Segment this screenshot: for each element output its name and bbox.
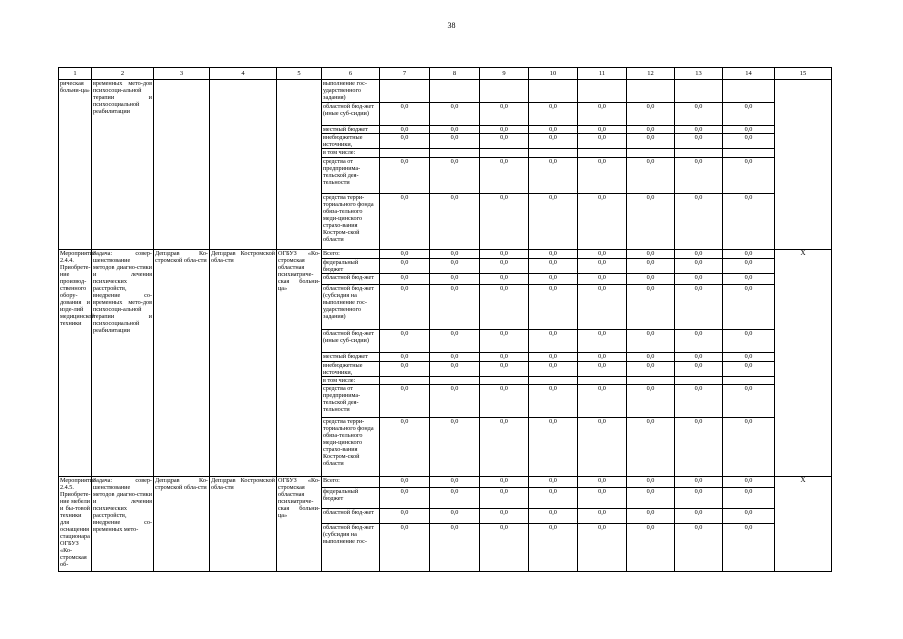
value-cell: 0,0 [578,488,627,509]
funding-source-label: местный бюджет [322,353,380,361]
value-cell: 0,0 [675,524,723,572]
value-cell: 0,0 [529,258,578,273]
column-header: 14 [723,68,775,80]
value-cell [675,149,723,157]
funding-source-label: областной бюд-жет (субсидия на выполнение гос-ударственного задания) [322,285,380,329]
value-cell: 0,0 [529,477,578,488]
value-cell: 0,0 [480,193,529,250]
value-cell [578,149,627,157]
value-cell: 0,0 [430,258,480,273]
value-cell: 0,0 [578,258,627,273]
value-cell: 0,0 [578,329,627,353]
value-cell: 0,0 [627,524,675,572]
value-cell [529,80,578,103]
value-cell: 0,0 [723,477,775,488]
cell-col-1: Мероприятие 2.4.4. Приобрете-ние производ-ственного обору-дования и изде-лий медицинской техники [59,250,92,477]
value-cell [578,377,627,385]
column-header: 5 [277,68,322,80]
cell-col-5: ОГБУЗ «Ко-стромская областная психиатриче-ская больни-ца» [277,250,322,477]
value-cell: 0,0 [529,329,578,353]
value-cell [380,80,430,103]
value-cell: 0,0 [430,250,480,258]
value-cell: 0,0 [675,509,723,524]
cell-col-2: временных мето-дов психосоци-альной терапии и психосоциальной реабилитации [92,80,154,250]
column-header: 1 [59,68,92,80]
value-cell: 0,0 [380,258,430,273]
value-cell [627,149,675,157]
value-cell: 0,0 [430,524,480,572]
cell-col-4 [210,80,277,250]
value-cell: 0,0 [627,361,675,376]
value-cell: 0,0 [627,157,675,193]
funding-source-label: областной бюд-жет (иные суб-сидии) [322,329,380,353]
funding-source-label: средства от предпринима-тельской дея-тельности [322,157,380,193]
funding-source-label: федеральный бюджет [322,488,380,509]
column-header: 11 [578,68,627,80]
value-cell: 0,0 [430,274,480,285]
funding-source-label: внебюджетные источники, [322,133,380,148]
value-cell: 0,0 [675,361,723,376]
value-cell: 0,0 [675,250,723,258]
column-header: 13 [675,68,723,80]
value-cell: 0,0 [529,250,578,258]
value-cell [627,80,675,103]
value-cell: 0,0 [380,157,430,193]
cell-col-2: Задача: совер-шенствование методов диагно-стики и лечения психических расстройств, внедрение со-временных мето-дов психосоци-альной терапии и психосоциальной реабилитации [92,250,154,477]
value-cell [430,377,480,385]
funding-source-label: областной бюд-жет [322,509,380,524]
value-cell: 0,0 [430,418,480,477]
value-cell: 0,0 [675,103,723,126]
column-header: 4 [210,68,277,80]
value-cell: 0,0 [723,274,775,285]
value-cell [480,377,529,385]
cell-col-1: рическая больни-ца» [59,80,92,250]
funding-source-label: средства терри-ториального фонда обяза-тельного меди-цинского страхо-вания Костром-ской области [322,418,380,477]
value-cell [380,149,430,157]
value-cell: 0,0 [529,385,578,418]
value-cell: 0,0 [480,157,529,193]
value-cell: 0,0 [578,103,627,126]
value-cell: 0,0 [380,509,430,524]
funding-source-label: областной бюд-жет (иные суб-сидии) [322,103,380,126]
value-cell: 0,0 [380,329,430,353]
value-cell: 0,0 [430,385,480,418]
value-cell: 0,0 [529,524,578,572]
value-cell [578,80,627,103]
funding-source-label: местный бюджет [322,125,380,133]
value-cell: 0,0 [578,477,627,488]
value-cell: 0,0 [430,193,480,250]
value-cell: 0,0 [578,157,627,193]
value-cell: 0,0 [430,125,480,133]
column-header: 8 [430,68,480,80]
value-cell: 0,0 [480,133,529,148]
value-cell: 0,0 [627,103,675,126]
funding-source-label: в том числе: [322,377,380,385]
value-cell: 0,0 [380,250,430,258]
column-header: 7 [380,68,430,80]
value-cell: 0,0 [723,361,775,376]
funding-source-label: внебюджетные источники, [322,361,380,376]
value-cell: 0,0 [723,193,775,250]
cell-col-5 [277,80,322,250]
value-cell: 0,0 [723,488,775,509]
value-cell: 0,0 [675,157,723,193]
value-cell: 0,0 [380,477,430,488]
value-cell: 0,0 [627,488,675,509]
value-cell: 0,0 [529,353,578,361]
value-cell: 0,0 [529,103,578,126]
value-cell: 0,0 [627,353,675,361]
value-cell: 0,0 [723,385,775,418]
value-cell [723,377,775,385]
value-cell: 0,0 [480,258,529,273]
value-cell: 0,0 [578,193,627,250]
value-cell: 0,0 [430,329,480,353]
column-header: 10 [529,68,578,80]
cell-col-4: Депздрав Костромской обла-сти [210,250,277,477]
value-cell: 0,0 [723,285,775,329]
column-header: 9 [480,68,529,80]
value-cell: 0,0 [675,193,723,250]
value-cell: 0,0 [380,193,430,250]
value-cell: 0,0 [380,353,430,361]
cell-col-15 [775,80,832,250]
value-cell: 0,0 [430,488,480,509]
value-cell [480,149,529,157]
funding-source-label: средства от предпринима-тельской дея-тельности [322,385,380,418]
value-cell: 0,0 [627,477,675,488]
value-cell: 0,0 [380,524,430,572]
value-cell [529,149,578,157]
value-cell: 0,0 [723,103,775,126]
column-header: 3 [154,68,210,80]
value-cell: 0,0 [675,329,723,353]
value-cell: 0,0 [480,418,529,477]
value-cell: 0,0 [627,285,675,329]
value-cell [380,377,430,385]
value-cell: 0,0 [480,509,529,524]
value-cell: 0,0 [430,285,480,329]
value-cell [675,377,723,385]
value-cell: 0,0 [723,418,775,477]
value-cell: 0,0 [675,353,723,361]
value-cell: 0,0 [430,509,480,524]
cell-col-1: Мероприятие 2.4.5. Приобрете-ние мебели и бы-товой техники для оснащения стационара ОГБУЗ «Ко-стромская об- [59,477,92,572]
value-cell: 0,0 [675,285,723,329]
value-cell: 0,0 [529,193,578,250]
value-cell: 0,0 [627,274,675,285]
value-cell: 0,0 [578,418,627,477]
value-cell: 0,0 [380,418,430,477]
value-cell [723,80,775,103]
value-cell: 0,0 [480,353,529,361]
table-row [59,477,832,488]
value-cell: 0,0 [578,353,627,361]
value-cell: 0,0 [723,250,775,258]
budget-table [58,67,832,572]
table-row [59,250,832,258]
value-cell: 0,0 [627,418,675,477]
value-cell: 0,0 [627,258,675,273]
value-cell: 0,0 [578,274,627,285]
value-cell: 0,0 [627,509,675,524]
cell-col-15: Х [775,477,832,572]
value-cell: 0,0 [480,488,529,509]
funding-source-label: выполнение гос-ударственного задания) [322,80,380,103]
cell-col-3: Депздрав Ко-стромской обла-сти [154,477,210,572]
value-cell: 0,0 [380,133,430,148]
value-cell: 0,0 [578,250,627,258]
column-header: 15 [775,68,832,80]
value-cell: 0,0 [380,385,430,418]
funding-source-label: Всего: [322,250,380,258]
header-row [59,68,832,80]
funding-source-label: средства терри-ториального фонда обяза-тельного меди-цинского страхо-вания Костром-ской области [322,193,380,250]
value-cell: 0,0 [675,258,723,273]
cell-col-2: Задача: совер-шенствование методов диагно-стики и лечения психических расстройств, внедрение со-временных мето- [92,477,154,572]
value-cell: 0,0 [480,285,529,329]
value-cell: 0,0 [480,385,529,418]
value-cell: 0,0 [529,274,578,285]
value-cell: 0,0 [380,285,430,329]
value-cell [480,80,529,103]
column-header: 6 [322,68,380,80]
value-cell: 0,0 [430,353,480,361]
value-cell: 0,0 [578,361,627,376]
value-cell [430,80,480,103]
cell-col-4: Депздрав Костромской обла-сти [210,477,277,572]
cell-col-15: Х [775,250,832,477]
value-cell: 0,0 [578,524,627,572]
value-cell: 0,0 [430,103,480,126]
value-cell: 0,0 [430,157,480,193]
value-cell: 0,0 [480,329,529,353]
value-cell: 0,0 [480,250,529,258]
value-cell: 0,0 [723,157,775,193]
funding-source-label: в том числе: [322,149,380,157]
value-cell: 0,0 [529,285,578,329]
value-cell: 0,0 [675,418,723,477]
value-cell: 0,0 [723,524,775,572]
value-cell: 0,0 [675,385,723,418]
value-cell: 0,0 [529,361,578,376]
value-cell [430,149,480,157]
value-cell: 0,0 [723,509,775,524]
value-cell: 0,0 [380,488,430,509]
value-cell: 0,0 [675,488,723,509]
value-cell: 0,0 [529,509,578,524]
value-cell: 0,0 [529,488,578,509]
value-cell: 0,0 [723,258,775,273]
value-cell: 0,0 [675,125,723,133]
cell-col-3: Депздрав Ко-стромской обла-сти [154,250,210,477]
value-cell: 0,0 [723,133,775,148]
value-cell: 0,0 [578,509,627,524]
value-cell [723,149,775,157]
value-cell: 0,0 [723,125,775,133]
value-cell: 0,0 [380,274,430,285]
cell-col-5: ОГБУЗ «Ко-стромская областная психиатриче-ская больни-ца» [277,477,322,572]
value-cell: 0,0 [480,274,529,285]
column-header: 12 [627,68,675,80]
value-cell: 0,0 [529,157,578,193]
value-cell: 0,0 [578,385,627,418]
value-cell: 0,0 [430,361,480,376]
value-cell: 0,0 [675,477,723,488]
value-cell: 0,0 [480,477,529,488]
value-cell: 0,0 [480,103,529,126]
page-number: 38 [447,21,456,30]
value-cell: 0,0 [723,353,775,361]
value-cell: 0,0 [675,274,723,285]
cell-col-3 [154,80,210,250]
funding-source-label: Всего: [322,477,380,488]
value-cell [627,377,675,385]
value-cell [529,377,578,385]
value-cell: 0,0 [529,125,578,133]
value-cell: 0,0 [578,133,627,148]
value-cell: 0,0 [430,133,480,148]
funding-source-label: областной бюд-жет (субсидия на выполнение гос- [322,524,380,572]
value-cell: 0,0 [627,125,675,133]
funding-source-label: федеральный бюджет [322,258,380,273]
value-cell: 0,0 [723,329,775,353]
value-cell: 0,0 [627,329,675,353]
value-cell: 0,0 [480,125,529,133]
value-cell: 0,0 [627,133,675,148]
value-cell: 0,0 [675,133,723,148]
value-cell: 0,0 [380,125,430,133]
value-cell: 0,0 [529,133,578,148]
value-cell: 0,0 [627,193,675,250]
value-cell: 0,0 [380,103,430,126]
value-cell: 0,0 [480,524,529,572]
funding-source-label: областной бюд-жет [322,274,380,285]
value-cell: 0,0 [578,285,627,329]
value-cell: 0,0 [380,361,430,376]
value-cell: 0,0 [430,477,480,488]
value-cell: 0,0 [529,418,578,477]
value-cell: 0,0 [627,385,675,418]
value-cell: 0,0 [627,250,675,258]
value-cell: 0,0 [578,125,627,133]
column-header: 2 [92,68,154,80]
value-cell: 0,0 [480,361,529,376]
table-row [59,80,832,103]
value-cell [675,80,723,103]
